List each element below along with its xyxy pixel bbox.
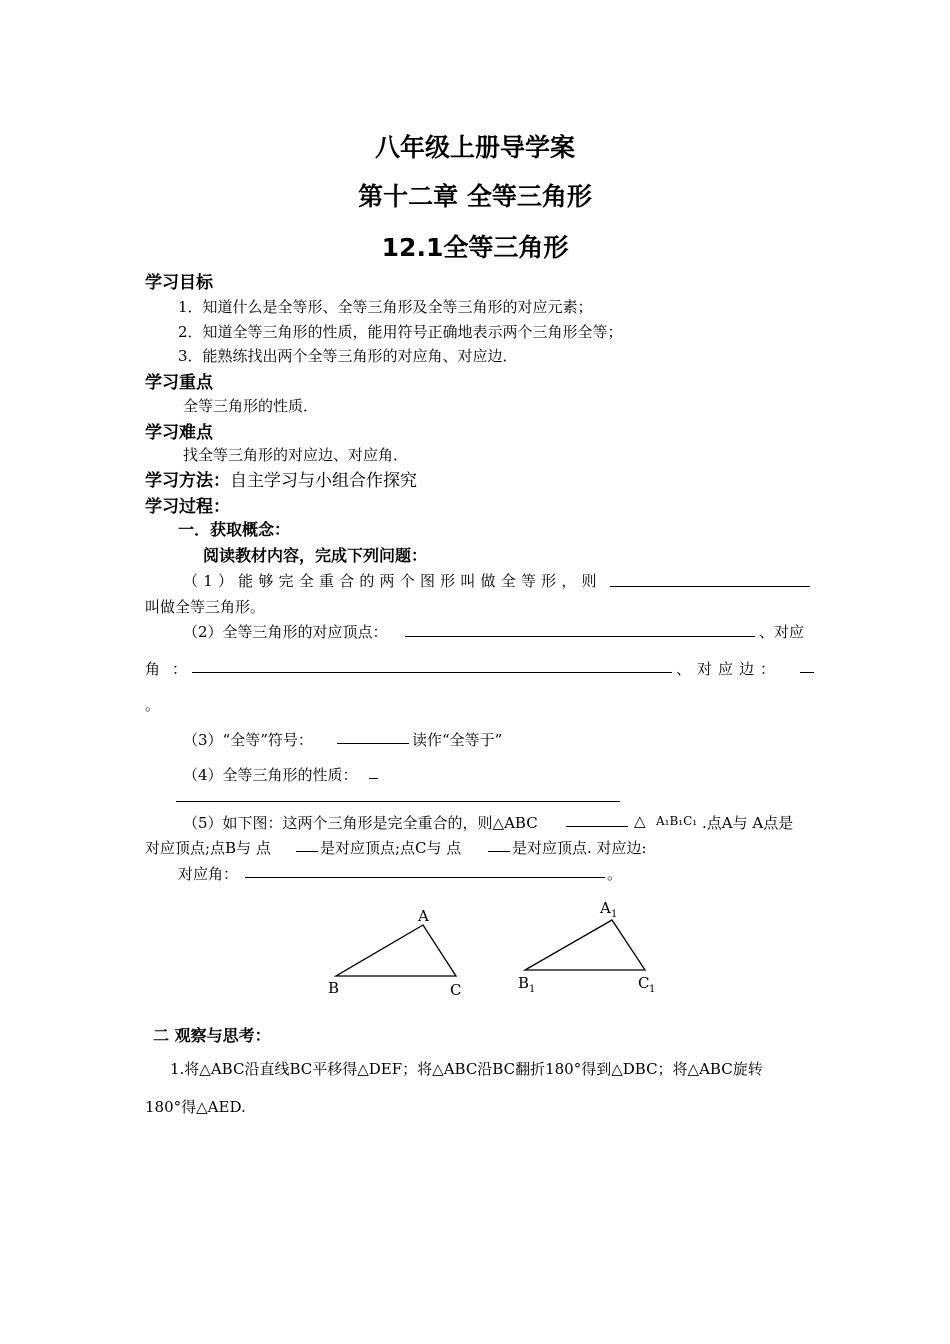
q2-text: （2）全等三角形的对应顶点： <box>183 623 388 641</box>
key-point-text: 全等三角形的性质． <box>183 397 319 415</box>
q5-vertex-c: 是对应顶点;点C与 点 <box>320 839 462 857</box>
q1-text: （1）能够完全重合的两个图形叫做全等形，则 <box>183 572 602 590</box>
label-c: C <box>450 981 462 999</box>
q5-vertex-a: .点A与 A点是 <box>702 814 794 832</box>
label-b1: B <box>518 974 530 992</box>
q1-blank <box>610 586 810 587</box>
title-chapter: 第十二章 全等三角形 <box>358 182 592 211</box>
method-line <box>145 466 417 491</box>
part2-heading: 二 观察与思考： <box>153 1026 271 1045</box>
q5-angles: 对应角： <box>178 865 239 883</box>
difficulty-heading: 学习难点 <box>145 423 213 443</box>
q4-text: （4）全等三角形的性质： <box>183 766 358 784</box>
q5-text: （5）如下图：这两个三角形是完全重合的，则△ABC <box>183 814 538 832</box>
q3-text: （3）“全等”符号： <box>183 731 313 749</box>
q1-continuation: 叫做全等三角形。 <box>145 598 266 616</box>
q2-blank-angles <box>192 672 672 673</box>
label-a1-subscript: 1 <box>611 909 618 920</box>
title-section: 12.1全等三角形 <box>381 233 569 262</box>
part2-line-1: 1.将△ABC沿直线BC平移得△DEF；将△ABC沿BC翻折180°得到△DBC；将△ABC旋转 <box>170 1060 763 1078</box>
title-grade: 八年级上册导学案 <box>374 133 575 162</box>
method-heading: 学习方法： <box>145 471 230 491</box>
label-c1: C <box>638 974 650 992</box>
q3-blank <box>337 743 409 744</box>
q5-triangle-symbol: △ <box>634 812 646 830</box>
q5-vertex-b: 对应顶点;点B与 点 <box>145 839 271 857</box>
goals-heading: 学习目标 <box>145 273 213 293</box>
q2-side-label: 、对应边： <box>676 660 782 678</box>
q3-read-as: 读作“全等于” <box>412 731 503 749</box>
q2-period: 。 <box>145 696 161 714</box>
goal-item-1: 1．知道什么是全等形、全等三角形及全等三角形的对应元素； <box>178 298 593 316</box>
label-a: A <box>418 907 429 925</box>
q2-angle-label: 角： <box>145 660 200 678</box>
congruent-triangles-figure <box>300 895 680 1005</box>
part2-line-2: 180°得△AED. <box>145 1098 246 1116</box>
q5-blank-congruence <box>566 826 628 827</box>
triangle-abc <box>336 925 456 976</box>
q5-period: 。 <box>607 865 623 883</box>
q4-blank-short <box>369 778 378 779</box>
process-heading: 学习过程： <box>145 497 230 517</box>
q5-blank-angles <box>245 877 605 878</box>
q5-blank-b <box>296 851 318 852</box>
part1-instruction: 阅读教材内容，完成下列问题： <box>203 546 428 565</box>
q2-blank-sides <box>800 672 814 673</box>
label-b1-subscript: 1 <box>529 984 536 995</box>
q5-blank-c <box>488 851 510 852</box>
label-c1-subscript: 1 <box>649 984 656 995</box>
triangle-a1b1c1 <box>525 920 645 970</box>
part1-heading: 一．获取概念： <box>178 520 291 539</box>
goal-item-2: 2．知道全等三角形的性质，能用符号正确地表示两个三角形全等； <box>178 323 623 341</box>
q2-blank-vertices <box>405 636 755 637</box>
q5-sides: 是对应顶点. 对应边: <box>512 839 647 857</box>
label-a1: A <box>600 899 611 917</box>
q2-corresponding: 、对应 <box>759 623 805 641</box>
difficulty-text: 找全等三角形的对应边、对应角． <box>183 446 409 464</box>
q4-blank <box>176 801 620 802</box>
method-text: 自主学习与小组合作探究 <box>230 471 417 491</box>
label-b: B <box>328 979 340 997</box>
goal-item-3: 3．能熟练找出两个全等三角形的对应角、对应边． <box>178 347 518 365</box>
key-point-heading: 学习重点 <box>145 373 213 393</box>
q5-triangle-name: A₁B₁C₁ <box>656 814 698 828</box>
